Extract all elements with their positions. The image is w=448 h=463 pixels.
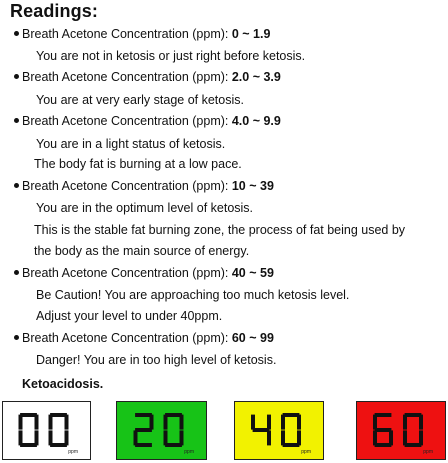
unit-label: ppm [184,449,194,455]
page-title: Readings: [10,1,98,21]
digit-segment [375,443,392,447]
reading-label: Breath Acetone Concentration (ppm): [22,331,232,345]
digit-segment [405,443,422,447]
unit-label: ppm [301,449,311,455]
digit-segment [375,428,392,432]
reading-label: Breath Acetone Concentration (ppm): [22,27,232,41]
bullet-icon [14,335,19,340]
reading-label: Breath Acetone Concentration (ppm): [22,179,232,193]
reading-range: 2.0 ~ 3.9 [231,70,281,84]
digit-segment [283,413,300,417]
digit-segment [135,443,152,447]
reading-heading [14,70,281,84]
reading-description: the body as the main source of energy. [34,244,250,258]
digit-segment [281,430,285,445]
digit-segment [281,415,285,430]
digit-segment [20,413,37,417]
reading-heading [14,179,274,193]
digit-segment [20,443,37,447]
unit-label: ppm [423,449,433,455]
digit-segment [405,413,422,417]
digit-segment [49,415,53,430]
digit-segment [19,415,23,430]
seven-segment-digits [357,402,447,461]
reading-description: You are in the optimum level of ketosis. [36,201,254,215]
digit-segment [267,430,271,445]
ketoacidosis-label: Ketoacidosis. [22,377,104,391]
reading-range: 40 ~ 59 [231,266,274,280]
digit-segment [164,415,168,430]
digit-segment [50,443,67,447]
digit-segment [165,443,182,447]
reading-label: Breath Acetone Concentration (ppm): [22,70,232,84]
reading-heading [14,27,270,41]
digit-segment [135,413,152,417]
reading-heading [14,266,274,280]
digit-segment [35,415,39,430]
lcd-display-60 [356,401,446,460]
digit-segment [403,430,407,445]
bullet-icon [14,74,19,79]
digit-segment [373,415,377,430]
reading-range: 10 ~ 39 [231,179,274,193]
unit-label: ppm [68,449,78,455]
lcd-display-00 [2,401,91,460]
digit-segment [297,415,301,430]
digit-segment [19,430,23,445]
lcd-display-20 [116,401,207,460]
bullet-icon [14,118,19,123]
digit-segment [389,430,393,445]
reading-description: You are in a light status of ketosis. [36,137,226,151]
bullet-icon [14,183,19,188]
digit-segment [375,413,392,417]
reading-label: Breath Acetone Concentration (ppm): [22,114,232,128]
bullet-icon [14,31,19,36]
digit-segment [251,415,255,430]
digit-segment [180,415,184,430]
reading-range: 4.0 ~ 9.9 [231,114,281,128]
reading-range: 0 ~ 1.9 [231,27,271,41]
digit-segment [267,415,271,430]
digit-segment [165,413,182,417]
digit-segment [419,415,423,430]
reading-description: You are not in ketosis or just right before ketosis. [36,49,306,63]
lcd-display-40 [234,401,324,460]
digit-segment [135,428,152,432]
seven-segment-digits [3,402,92,461]
reading-description: Danger! You are in too high level of ketosis. [36,353,277,367]
seven-segment-digits [235,402,325,461]
reading-description: This is the stable fat burning zone, the process of fat being used by [34,223,406,237]
reading-heading [14,331,274,345]
seven-segment-digits [117,402,208,461]
reading-description: The body fat is burning at a low pace. [34,157,242,171]
reading-description: You are at very early stage of ketosis. [36,93,244,107]
digit-segment [283,443,300,447]
digit-segment [403,415,407,430]
bullet-icon [14,270,19,275]
reading-heading [14,114,281,128]
digit-segment [50,413,67,417]
reading-description: Be Caution! You are approaching too much ketosis level. [36,288,350,302]
digit-segment [150,415,154,430]
digit-segment [253,428,270,432]
digit-segment [164,430,168,445]
digit-segment [49,430,53,445]
reading-label: Breath Acetone Concentration (ppm): [22,266,232,280]
digit-segment [65,415,69,430]
reading-range: 60 ~ 99 [231,331,274,345]
reading-description: Adjust your level to under 40ppm. [36,309,223,323]
